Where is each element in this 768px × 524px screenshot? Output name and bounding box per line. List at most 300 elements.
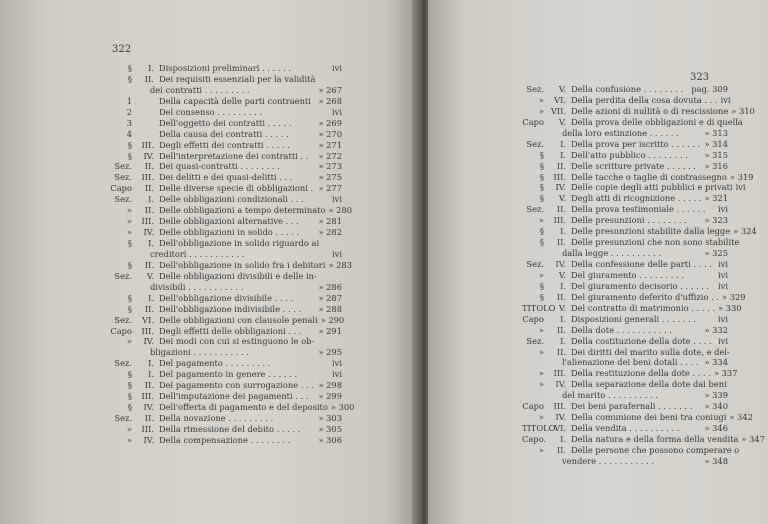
toc-division-label: Capo — [110, 183, 132, 194]
toc-entry-title: Dell'obbligazione in solido riguardo ai — [159, 238, 320, 248]
toc-entry-title: Dell'obbligazione in solido fra i debitori — [159, 259, 326, 270]
toc-page-ref: ivi — [332, 106, 342, 117]
toc-page-ref: ivi — [720, 94, 731, 105]
toc-entry-title: Del consenso . . . . . . . . . — [159, 106, 263, 117]
toc-page-ref: » 310 — [731, 105, 755, 116]
toc-division-number: II. — [144, 413, 154, 423]
toc-entry-title: dalla legge . . . . . . . . . . — [562, 248, 661, 259]
toc-division-number: III. — [141, 139, 154, 150]
toc-division-number: IV. — [143, 434, 154, 445]
toc-page-ref: ivi — [332, 248, 342, 259]
toc-page-ref: ivi — [718, 259, 728, 269]
toc-division-number: II. — [556, 444, 566, 455]
toc-entry — [522, 379, 728, 390]
toc-division-label: Sez. — [114, 358, 132, 369]
toc-division-number: I. — [560, 138, 566, 149]
toc-entry-title: dei contratti . . . . . . . . . — [150, 84, 250, 95]
toc-page-ref: » 316 — [704, 160, 728, 171]
toc-division-number: I. — [560, 313, 566, 324]
toc-entry — [110, 435, 342, 446]
toc-entry-title: Delle presunzioni che non sono stabilite — [571, 237, 740, 248]
toc-division-number: II. — [144, 161, 154, 172]
toc-entry-title: Della dote . . . . . . . . . . . — [571, 324, 673, 335]
toc-page-ref: ivi — [718, 204, 728, 215]
toc-entry-title: Della natura e della forma della vendita — [571, 434, 739, 444]
toc-entry — [522, 193, 728, 204]
toc-division-number: I. — [560, 226, 566, 237]
toc-entry — [110, 259, 352, 271]
toc-entry — [110, 424, 342, 435]
toc-division-number: II. — [144, 259, 154, 270]
toc-page-ref: » 272 — [318, 150, 342, 161]
toc-entry-title: Dell'oggetto dei contratti . . . . . — [159, 117, 292, 128]
toc-entry — [110, 216, 342, 227]
toc-division-label: » — [126, 216, 132, 227]
toc-division-number: I. — [560, 280, 566, 291]
toc-page-ref: » 303 — [318, 413, 342, 423]
toc-entry — [110, 118, 342, 129]
toc-division-label: 4 — [126, 128, 132, 139]
toc-entry-title: Della separazione della dote dai beni — [571, 379, 727, 390]
toc-entry — [110, 402, 355, 413]
toc-entry — [110, 194, 342, 205]
toc-page-ref: pag. 309 — [691, 84, 728, 94]
toc-entry-title: Dell'offerta di pagamento e del deposito — [159, 402, 328, 413]
toc-entry-title: Della prova testimoniale . . . . . . — [571, 204, 706, 215]
toc-division-number: IV. — [555, 182, 566, 193]
toc-division-label: § — [127, 391, 132, 402]
toc-division-label: Sez. — [114, 172, 132, 183]
toc-entry — [110, 293, 342, 304]
toc-entry — [522, 237, 740, 248]
toc-division-label: TITOLO — [522, 423, 556, 434]
toc-page-ref: » 299 — [318, 391, 342, 402]
toc-division-label: Sez. — [526, 138, 544, 149]
toc-division-label: » — [538, 269, 544, 280]
toc-entry — [522, 171, 754, 183]
toc-entry-title: l'alienazione dei beni dotali . . . . — [562, 357, 699, 368]
toc-division-label: § — [127, 369, 132, 380]
toc-division-label: § — [539, 280, 544, 291]
toc-page-ref: » 315 — [704, 149, 728, 160]
toc-entry — [110, 369, 342, 380]
toc-page-ref: » 283 — [328, 259, 352, 270]
toc-division-number: II. — [144, 73, 154, 84]
toc-page-ref: » 313 — [704, 127, 728, 138]
toc-entry-title: Delle obbligazioni alternative . . . — [159, 216, 299, 227]
toc-entry-title: Della causa dei contratti . . . . . — [159, 128, 289, 139]
toc-entry — [522, 248, 728, 259]
toc-division-number: II. — [556, 324, 566, 335]
toc-page-ref: ivi — [332, 63, 342, 73]
toc-division-number: IV. — [555, 259, 566, 269]
toc-division-label: » — [126, 227, 132, 238]
toc-entry — [110, 183, 342, 194]
toc-page-ref: » 290 — [320, 314, 345, 325]
toc-entry — [110, 140, 342, 151]
toc-division-number: III. — [141, 391, 154, 402]
toc-entry-title: Delle azioni di nullità o di rescissione — [571, 105, 729, 116]
toc-page-ref: ivi — [718, 269, 728, 280]
toc-division-number: I. — [148, 63, 154, 73]
toc-entry — [522, 139, 728, 150]
toc-entry — [522, 270, 728, 281]
toc-page-ref: » 281 — [318, 216, 342, 227]
toc-entry — [522, 347, 728, 358]
toc-page-ref: » 306 — [318, 434, 342, 445]
toc-division-label: Sez. — [114, 314, 132, 325]
toc-entry — [110, 96, 342, 107]
toc-division-label: Sez. — [114, 270, 132, 281]
toc-division-label: § — [539, 171, 544, 182]
toc-page-ref: » 319 — [729, 171, 754, 182]
toc-division-number: V. — [558, 302, 566, 313]
toc-entry — [110, 151, 342, 162]
toc-page-ref: ivi — [718, 335, 728, 346]
toc-entry-title: Della restituzione della dote . . . . — [571, 368, 711, 379]
toc-division-label: Sez. — [526, 259, 544, 269]
toc-entry-title: Delle presunzioni . . . . . . . . — [571, 215, 687, 226]
toc-division-number: IV. — [143, 150, 154, 161]
toc-entry — [110, 85, 342, 96]
toc-entry — [522, 368, 738, 379]
toc-page-ref: » 342 — [729, 412, 753, 423]
toc-division-label: § — [127, 139, 132, 150]
toc-entry — [522, 336, 728, 347]
toc-division-label: Sez. — [526, 335, 544, 346]
toc-entry-title: Delle obbligazioni con clausole penali — [159, 314, 318, 325]
page-number: 323 — [690, 72, 710, 83]
toc-entry — [110, 238, 342, 249]
toc-entry — [522, 105, 755, 117]
toc-division-number: IV. — [143, 402, 154, 413]
toc-entry — [522, 390, 728, 401]
toc-entry-title: Del pagamento con surrogazione . . . — [159, 380, 314, 391]
toc-entry-title: Della prova delle obbligazioni e di quella — [571, 116, 743, 127]
toc-division-number: I. — [560, 149, 566, 160]
toc-division-label: » — [126, 434, 132, 445]
toc-page-ref: » 295 — [318, 347, 342, 358]
toc-division-label: § — [539, 160, 544, 171]
toc-entry-title: Degli effetti delle obbligazioni . . . — [159, 325, 302, 336]
toc-division-label: Capo — [522, 313, 544, 324]
toc-entry — [522, 314, 728, 325]
toc-entry-title: Delle obbligazioni condizionali . . . — [159, 194, 304, 205]
toc-entry — [110, 391, 342, 402]
toc-entry — [110, 413, 342, 424]
toc-page-ref: » 325 — [704, 248, 728, 259]
toc-entry — [110, 107, 342, 118]
toc-entry-title: Dei delitti e dei quasi-delitti . . . — [159, 172, 293, 183]
toc-entry — [522, 128, 728, 139]
toc-division-number: V. — [558, 269, 566, 280]
toc-entry — [522, 161, 728, 172]
toc-entry — [522, 401, 728, 412]
toc-entry-title: Degli atti di ricognizione . . . . . — [571, 193, 702, 204]
toc-entry — [110, 129, 342, 140]
toc-page-ref: » 271 — [318, 139, 342, 150]
toc-division-label: § — [127, 63, 132, 73]
toc-division-label: § — [539, 149, 544, 160]
toc-entry-title: Delle scritture private . . . . . . — [571, 160, 696, 171]
toc-division-label: § — [127, 292, 132, 303]
toc-entry-title: Delle presunzioni stabilite dalla legge — [571, 226, 731, 237]
toc-division-label: Sez. — [114, 413, 132, 423]
toc-entry-title: Delle obbligazioni in solido . . . . . — [159, 227, 300, 238]
toc-division-number: III. — [141, 423, 154, 434]
toc-page-ref: » 282 — [318, 227, 342, 238]
toc-division-label: » — [538, 215, 544, 226]
toc-division-label: 2 — [126, 106, 132, 117]
toc-page-ref: » 305 — [318, 423, 342, 434]
toc-entry — [522, 444, 740, 456]
toc-entry-title: della loro estinzione . . . . . . — [562, 127, 679, 138]
toc-page-ref: » 324 — [733, 226, 757, 237]
toc-entry-title: Della confessione delle parti . . . . — [571, 259, 712, 269]
toc-division-label: § — [127, 150, 132, 161]
toc-page-ref: » 277 — [318, 183, 342, 194]
toc-entry — [110, 358, 342, 369]
toc-division-number: II. — [144, 183, 154, 194]
toc-division-number: II. — [556, 346, 566, 357]
toc-page-ref: » 267 — [318, 84, 342, 95]
toc-entry — [110, 326, 342, 337]
toc-entry-title: Del giuramento decisorio . . . . . . — [571, 280, 710, 291]
toc-entry-title: Dell'obbligazione indivisibile . . . . — [159, 303, 302, 314]
toc-entry-title: Delle obbligazioni a tempo determinato — [159, 205, 326, 216]
toc-division-label: » — [538, 412, 544, 423]
toc-division-number: III. — [553, 215, 566, 226]
toc-entry — [522, 357, 728, 368]
toc-division-label: § — [127, 73, 132, 84]
toc-entry-title: Della novazione . . . . . . . . . — [159, 413, 274, 423]
toc-entry-title: creditori . . . . . . . . . . . — [150, 248, 245, 259]
toc-entry — [110, 347, 342, 358]
toc-page-ref: » 329 — [722, 291, 746, 302]
toc-division-number: II. — [556, 204, 566, 215]
toc-page-ref: » 332 — [704, 324, 728, 335]
toc-entry-title: bligazioni . . . . . . . . . . . — [150, 347, 249, 358]
toc-entry-title: Dei diritti del marito sulla dote, e del- — [571, 346, 730, 357]
toc-division-number: III. — [141, 325, 154, 336]
toc-division-number: II. — [556, 160, 566, 171]
toc-entry-title: Della perdita della cosa dovuta . . . — [571, 94, 718, 105]
toc-page-ref: » 337 — [713, 368, 738, 379]
toc-division-label: » — [538, 368, 544, 379]
toc-division-label: 1 — [126, 95, 132, 106]
toc-division-number: V. — [558, 193, 566, 204]
toc-division-label: § — [127, 303, 132, 314]
toc-entry-title: vendere . . . . . . . . . . . — [562, 455, 655, 466]
toc-division-label: TITOLO — [522, 302, 556, 313]
toc-entry — [522, 325, 728, 336]
toc-entry-title: Della prova per iscritto . . . . . . — [571, 138, 701, 149]
toc-division-number: II. — [144, 303, 154, 314]
toc-entry — [522, 302, 742, 314]
toc-entry-title: Del contratto di matrimonio . . . . . — [571, 302, 715, 313]
toc-division-number: IV. — [143, 336, 154, 347]
toc-page-ref: » 348 — [704, 455, 728, 466]
toc-entry-title: Dei requisiti essenziali per la validità — [159, 73, 316, 84]
toc-division-label: » — [538, 379, 544, 390]
toc-entry-title: Delle diverse specie di obbligazioni . — [159, 183, 314, 194]
toc-division-label: § — [539, 291, 544, 302]
toc-division-label: Sez. — [526, 204, 544, 215]
right-page — [428, 0, 768, 524]
toc-entry — [522, 84, 728, 95]
toc-page-ref: » 300 — [330, 402, 355, 413]
toc-division-label: § — [539, 237, 544, 248]
toc-page-ref: » 287 — [318, 292, 342, 303]
toc-division-label: § — [127, 259, 132, 270]
toc-entry — [110, 63, 342, 74]
toc-division-label: » — [538, 105, 544, 116]
toc-page-ref: ivi — [718, 313, 728, 324]
toc-page-ref: » 298 — [318, 380, 342, 391]
toc-page-ref: ivi — [332, 369, 342, 380]
toc-entry-title: Dell'interpretazione dei contratti . . — [159, 150, 309, 161]
toc-entry — [110, 74, 342, 85]
toc-entry — [522, 94, 731, 106]
toc-division-number: VI. — [554, 423, 566, 434]
toc-division-number: IV. — [555, 412, 566, 423]
toc-entry — [110, 249, 342, 260]
toc-division-number: III. — [553, 401, 566, 412]
toc-page-ref: » 323 — [704, 215, 728, 226]
toc-division-label: » — [538, 346, 544, 357]
toc-division-number: I. — [560, 335, 566, 346]
toc-division-label: Capo. — [522, 434, 547, 444]
toc-entry — [110, 380, 342, 391]
toc-division-label: » — [538, 94, 544, 105]
toc-page-ref: » 314 — [704, 138, 728, 149]
toc-division-label: § — [127, 402, 132, 413]
toc-page-ref: » 346 — [704, 423, 728, 434]
toc-entry-title: Dei beni parafernali . . . . . . . — [571, 401, 693, 412]
toc-entry — [522, 423, 728, 434]
toc-division-number: IV. — [555, 379, 566, 390]
toc-division-label: » — [126, 205, 132, 216]
toc-entry-title: Del giuramento . . . . . . . . . — [571, 269, 684, 280]
toc-entry — [522, 456, 728, 467]
toc-division-number: VI. — [554, 94, 566, 105]
toc-page-ref: » 330 — [717, 302, 742, 313]
toc-page-ref: » 334 — [704, 357, 728, 368]
toc-division-label: § — [539, 226, 544, 237]
toc-entry — [522, 259, 728, 270]
toc-page-ref: » 273 — [318, 161, 342, 172]
toc-entry — [110, 314, 345, 326]
toc-page-ref: ivi — [735, 182, 746, 193]
toc-entry-title: Del pagamento in genere . . . . . . — [159, 369, 298, 380]
toc-division-number: III. — [141, 216, 154, 227]
toc-division-number: I. — [148, 194, 154, 205]
toc-division-label: » — [538, 444, 544, 455]
toc-page-ref: » 321 — [704, 193, 729, 204]
toc-page-ref: » 275 — [318, 172, 342, 183]
toc-entry-title: Dei quasi-contratti . . . . . . . . — [159, 161, 280, 172]
toc-division-label: § — [127, 380, 132, 391]
toc-page-ref: » 280 — [328, 205, 353, 216]
toc-entry-title: Dell'imputazione dei pagamenti . . . — [159, 391, 309, 402]
toc-division-number: VI. — [142, 314, 154, 325]
toc-entry-title: Del giuramento deferito d'uffizio . . — [571, 291, 720, 302]
toc-division-label: Sez. — [114, 161, 132, 172]
page-number: 322 — [112, 44, 132, 55]
toc-entry-title: del marito . . . . . . . . . . — [562, 390, 659, 401]
toc-entry-title: Degli effetti dei contratti . . . . . — [159, 139, 290, 150]
toc-entry — [522, 150, 728, 161]
toc-entry — [110, 282, 342, 293]
toc-entry-title: Della capacità delle parti contraenti — [159, 95, 311, 106]
toc-page-ref: » 288 — [318, 303, 342, 314]
toc-division-number: III. — [141, 172, 154, 183]
toc-entry-title: Delle persone che possono comperare o — [571, 444, 740, 455]
table-of-contents — [522, 84, 765, 467]
toc-page-ref: ivi — [718, 280, 728, 291]
toc-entry — [110, 304, 342, 315]
toc-entry — [522, 281, 728, 292]
toc-page-ref: » 347 — [741, 434, 765, 444]
toc-entry-title: Dei modi con cui si estinguono le ob- — [159, 336, 315, 347]
toc-entry-title: Del pagamento . . . . . . . . . — [159, 358, 271, 369]
toc-entry — [110, 172, 342, 183]
toc-entry-title: Dell'obbligazione divisibile . . . . — [159, 292, 294, 303]
toc-page-ref: » 339 — [704, 390, 728, 401]
toc-division-label: Sez. — [114, 194, 132, 205]
toc-page-ref: » 270 — [318, 128, 342, 139]
toc-entry — [110, 271, 342, 282]
toc-division-label: § — [539, 182, 544, 193]
toc-page-ref: » 268 — [318, 95, 342, 106]
toc-division-number: I. — [560, 434, 566, 444]
toc-entry — [110, 227, 342, 238]
toc-entry-title: Della vendita . . . . . . . . . . — [571, 423, 680, 434]
toc-entry-title: Della compensazione . . . . . . . . — [159, 434, 291, 445]
toc-division-label: § — [127, 238, 132, 248]
toc-division-label: Capo — [110, 325, 132, 336]
toc-division-number: I. — [148, 238, 154, 248]
toc-division-label: » — [538, 324, 544, 335]
toc-division-number: II. — [556, 291, 566, 302]
toc-division-label: § — [539, 193, 544, 204]
toc-entry-title: Della comunione dei beni tra coniugi — [571, 412, 727, 423]
toc-division-number: I. — [148, 358, 154, 369]
toc-division-label: 3 — [126, 117, 132, 128]
toc-entry-title: Delle tacche o taglie di contrassegno — [571, 171, 727, 182]
toc-entry-title: Della confusione . . . . . . . . — [571, 84, 684, 94]
table-of-contents — [110, 63, 355, 446]
toc-entry-title: Della costituzione della dote . . . . — [571, 335, 712, 346]
toc-division-number: V. — [558, 116, 566, 127]
toc-division-label: » — [126, 423, 132, 434]
toc-division-number: VII. — [550, 105, 566, 116]
toc-division-number: V. — [558, 84, 566, 94]
toc-entry — [522, 215, 728, 226]
toc-entry — [522, 434, 765, 445]
toc-page-ref: » 340 — [704, 401, 728, 412]
toc-page-ref: ivi — [332, 358, 342, 369]
toc-division-number: I. — [148, 292, 154, 303]
toc-division-label: » — [126, 336, 132, 347]
toc-division-number: II. — [556, 237, 566, 248]
toc-division-number: II. — [144, 380, 154, 391]
toc-entry — [522, 116, 743, 128]
toc-entry — [522, 226, 757, 237]
toc-division-label: Capo — [522, 116, 544, 127]
toc-division-number: II. — [144, 205, 154, 216]
toc-division-number: IV. — [143, 227, 154, 238]
